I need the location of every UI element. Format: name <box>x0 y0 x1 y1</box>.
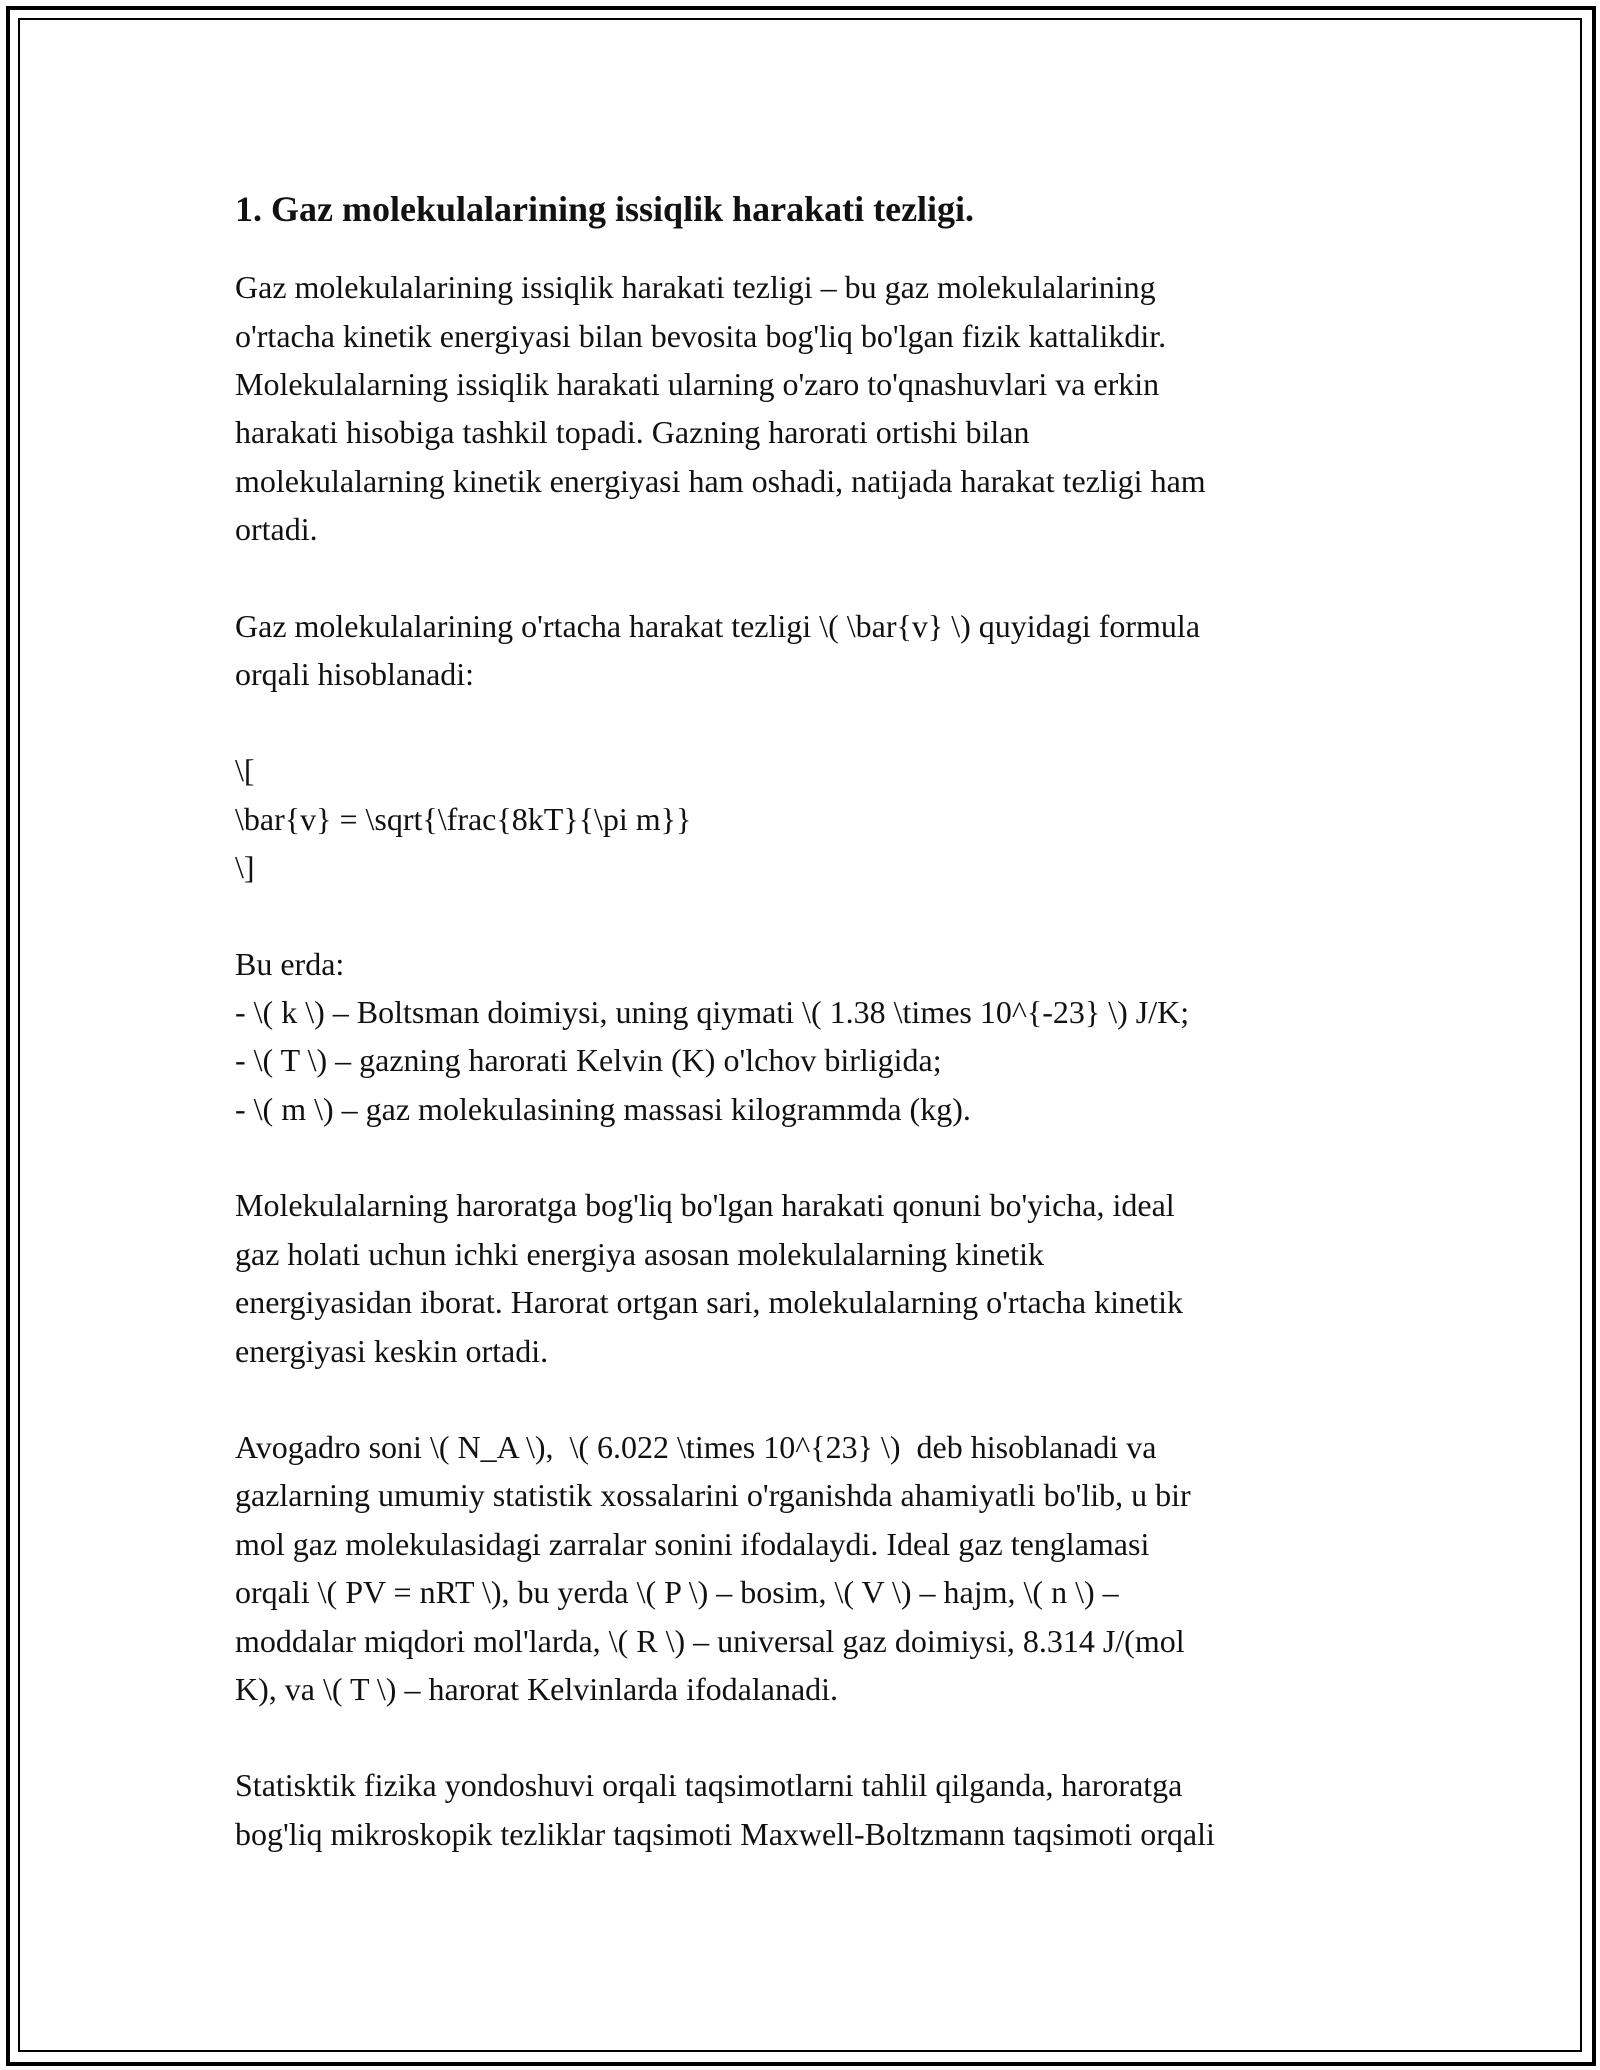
section-heading: 1. Gaz molekulalarining issiqlik harakati tezligi. <box>235 189 975 229</box>
formula-line: \] <box>235 849 255 886</box>
text-line: gazlarning umumiy statistik xossalarini o'rganishda ahamiyatli bo'lib, u bir <box>235 1477 1191 1514</box>
text-line: orqali \( PV = nRT \), bu yerda \( P \) – bosim, \( V \) – hajm, \( n \) – <box>235 1574 1119 1611</box>
text-line: K), va \( T \) – harorat Kelvinlarda ifodalanadi. <box>235 1670 839 1707</box>
text-line: gaz holati uchun ichki energiya asosan molekulalarning kinetik <box>235 1235 1044 1272</box>
text-line: moddalar miqdori mol'larda, \( R \) – universal gaz doimiysi, 8.314 J/(mol <box>235 1622 1185 1659</box>
text-line: Statisktik fizika yondoshuvi orqali taqsimotlarni tahlil qilganda, haroratga <box>235 1767 1183 1804</box>
text-line: energiyasi keskin ortadi. <box>235 1332 549 1369</box>
formula-line: \[ <box>235 752 255 789</box>
text-line: Molekulalarning haroratga bog'liq bo'lgan harakati qonuni bo'yicha, ideal <box>235 1187 1175 1224</box>
formula-block <box>235 746 1375 891</box>
paragraph-formula-intro <box>235 602 1375 699</box>
text-line: harakati hisobiga tashkil topadi. Gazning harorati ortishi bilan <box>235 414 1030 451</box>
text-line: ortadi. <box>235 511 318 548</box>
formula-line: \bar{v} = \sqrt{\frac{8kT}{\pi m}} <box>235 800 692 837</box>
text-line: orqali hisoblanadi: <box>235 656 475 693</box>
document-body <box>235 188 1375 1906</box>
paragraph-energy <box>235 1181 1375 1375</box>
list-item: - \( m \) – gaz molekulasining massasi kilogrammda (kg). <box>235 1090 971 1127</box>
text-line: mol gaz molekulasidagi zarralar sonini ifodalaydi. Ideal gaz tenglamasi <box>235 1525 1150 1562</box>
text-line: Gaz molekulalarining o'rtacha harakat tezligi \( \bar{v} \) quyidagi formula <box>235 607 1201 644</box>
text-line: o'rtacha kinetik energiyasi bilan bevosita bog'liq bo'lgan fizik kattalikdir. <box>235 317 1167 354</box>
paragraph-intro <box>235 263 1375 553</box>
list-item: - \( k \) – Boltsman doimiysi, uning qiymati \( 1.38 \times 10^{-23} \) J/K; <box>235 994 1190 1031</box>
text-line: molekulalarning kinetik energiyasi ham oshadi, natijada harakat tezligi ham <box>235 462 1206 499</box>
text-line: Molekulalarning issiqlik harakati ularning o'zaro to'qnashuvlari va erkin <box>235 366 1160 402</box>
text-line: energiyasidan iborat. Harorat ortgan sari, molekulalarning o'rtacha kinetik <box>235 1284 1183 1321</box>
text-line: Avogadro soni \( N_A \), \( 6.022 \times 10^{23} \) deb hisoblanadi va <box>235 1428 1157 1465</box>
variable-definitions <box>235 940 1375 1134</box>
text-line: Bu erda: <box>235 945 345 982</box>
list-item: - \( T \) – gazning harorati Kelvin (K) o'lchov birligida; <box>235 1042 942 1079</box>
text-line: Gaz molekulalarining issiqlik harakati tezligi – bu gaz molekulalarining <box>235 269 1156 306</box>
paragraph-statistical <box>235 1761 1375 1858</box>
text-line: bog'liq mikroskopik tezliklar taqsimoti Maxwell-Boltzmann taqsimoti orqali <box>235 1815 1215 1852</box>
paragraph-avogadro <box>235 1423 1375 1713</box>
